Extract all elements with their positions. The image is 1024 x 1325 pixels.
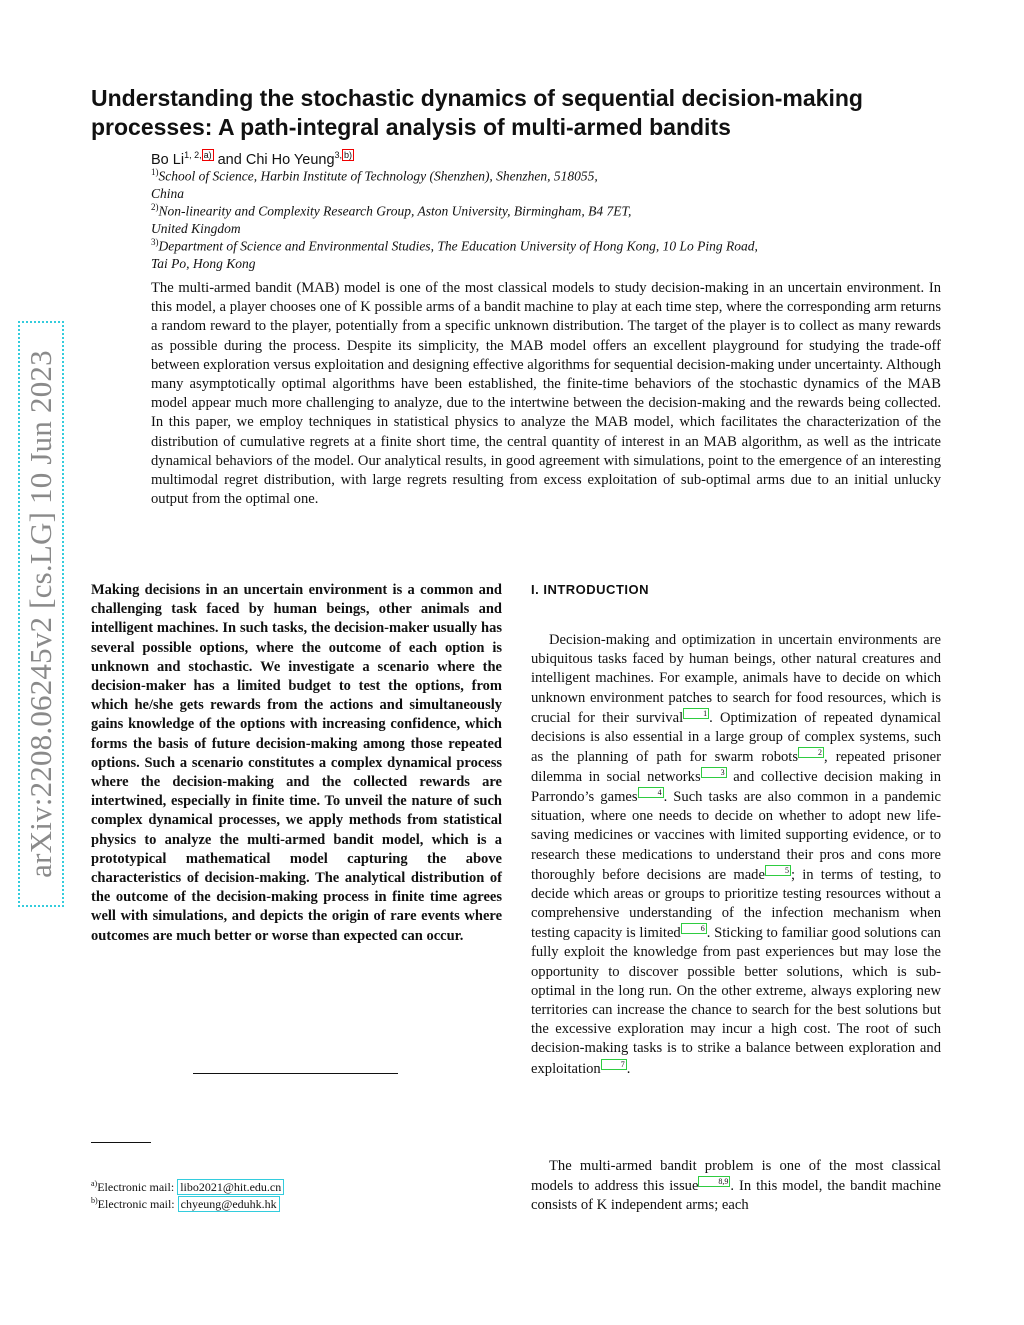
affiliation-1-line-1: School of Science, Harbin Institute of Technology (Shenzhen), Shenzhen, 518055, [158, 168, 598, 184]
paper-title [91, 84, 951, 142]
intro-p1-text-2: . Optimization of repeated dynamical decisions is also essential in a large group of complex systems, such as the planning of path for swarm robots [531, 709, 942, 765]
title-line-2: processes: A path-integral analysis of multi-armed bandits [91, 114, 731, 140]
title-line-1: Understanding the stochastic dynamics of sequential decision-making [91, 85, 863, 111]
intro-p1-text-5: . Such tasks are also common in a pandemic situation, where one needs to decide on whether to adopt new life-saving medicines or vaccines with limited supporting evidence, or to research these medications to understand their pros and cons more thoroughly before decisions are made [531, 789, 941, 883]
citation-7[interactable]: 7 [601, 1059, 627, 1070]
author-1-email-note[interactable]: a) [203, 150, 212, 160]
intro-p1-text-8: . [626, 1060, 631, 1077]
email-link-b[interactable]: chyeung@eduhk.hk [178, 1196, 280, 1212]
citation-1[interactable]: 1 [683, 708, 709, 719]
footnote-separator [91, 1142, 151, 1143]
affiliation-1 [151, 164, 941, 203]
author-1: Bo Li [151, 151, 185, 168]
affiliation-3 [151, 234, 941, 273]
footnote-a-label: Electronic mail: [97, 1180, 178, 1194]
author-2: and Chi Ho Yeung [213, 151, 335, 168]
intro-p1-text-6: ; in terms of testing, to decide which areas or groups to prioritize testing resources without a comprehensive understanding of the infection mechanism when testing capacity is limited [531, 866, 941, 942]
affiliation-1-num: 1) [151, 167, 159, 177]
author-2-email-note[interactable]: b) [344, 150, 353, 160]
intro-paragraph-2 [531, 1157, 941, 1215]
arxiv-id: arXiv:2208.06245v2 [cs.LG] 10 Jun 2023 [23, 350, 58, 878]
affiliation-2 [151, 199, 941, 238]
lead-paragraph: Making decisions in an uncertain environment is a common and challenging task faced by human beings, other animals and intelligent machines. In such tasks, the decision-maker usually has several possible options, where the outcome of each option is unknown and stochastic. We investigate a scenario where the decision-maker has a limited budget to test the options, from which he/she gets rewards from the actions and simultaneously gains knowledge of the options with increasing confidence, which forms the basis of future decision-making among those repeated options. Such a scenario constitutes a complex dynamical process where the decision-making and the collected rewards are intertwined, especially in finite time. To unveil the nature of such complex dynamical processes, we apply methods from statistical physics to analyze the multi-armed bandit model, which is a prototypical mathematical model capturing the above characteristics of decision-making. The analytical distribution of the outcome of the decision-making process in finite time agrees well with simulations, and depicts the origin of rare events where outcomes are much better or worse than expected can occur. [91, 582, 502, 944]
affiliation-3-line-1: Department of Science and Environmental Studies, The Education University of Hong Kong, 10 Lo Ping Road, [158, 238, 758, 254]
section-heading-introduction: I. INTRODUCTION [531, 582, 649, 597]
author-1-affil: 1, 2, [184, 150, 202, 160]
footnote-a-tag: a) [91, 1179, 98, 1188]
citation-3[interactable]: 3 [701, 767, 727, 778]
author-2-affil: 3, [334, 150, 343, 160]
intro-p1-text-7: . Sticking to familiar good solutions can fully exploit the knowledge from past experiences but may lose the opportunity to discover possible better solutions, which is sub-optimal in the long run. On the other extreme, always exploring new territories can increase the chance to search for the best solutions but the excessive exploration may incur a high cost. The root of such decision-making tasks is to strike a balance between exploration and exploitation [531, 925, 941, 1077]
arxiv-sidebar-stamp [18, 321, 64, 907]
lead-separator [193, 1073, 398, 1074]
citation-2[interactable]: 2 [798, 747, 824, 758]
intro-p1-text-4: and collective decision making in Parrondo’s games [531, 769, 941, 806]
footnote-b-label: Electronic mail: [97, 1197, 178, 1211]
intro-p2-text-1: The multi-armed bandit problem is one of the most classical models to address this issue [531, 1158, 941, 1195]
affiliation-2-line-1: Non-linearity and Complexity Research Group, Aston University, Birmingham, B4 7ET, [158, 203, 632, 219]
intro-p2-text-2: . In this model, the bandit machine consists of K independent arms; each [531, 1178, 941, 1214]
affiliation-1-line-2: China [151, 186, 185, 201]
citation-6[interactable]: 6 [681, 923, 707, 934]
affiliation-2-num: 2) [151, 202, 159, 212]
intro-p1-text-1: Decision-making and optimization in uncertain environments are ubiquitous tasks faced by human beings, other natural creatures and intelligent machines. For example, animals have to decide on which unknown environment patches to search for food resources, which is crucial for their survival [531, 632, 941, 726]
email-link-a[interactable]: libo2021@hit.edu.cn [177, 1179, 284, 1195]
citation-4[interactable]: 4 [638, 787, 664, 798]
abstract: The multi-armed bandit (MAB) model is one of the most classical models to study decision-making in an uncertain environment. In this model, a player chooses one of K possible arms of a bandit machine to play at each time step, where the corresponding arm returns a random reward to the player, potentially from a specific unknown distribution. The target of the player is to collect as many rewards as possible during the process. Despite its simplicity, the MAB model offers an excellent playground for studying the trade-off between exploration versus exploitation and designing effective algorithms for sequential decision-making under uncertainty. Although many asymptotically optimal algorithms have been established, the finite-time behaviors of the stochastic dynamics of the MAB model appear much more challenging to analyze, due to the intertwine between the decision-making and the rewards being collected. In this paper, we employ techniques in statistical physics to analyze the MAB model, which facilitates the characterization of the distribution of cumulative regrets at a finite short time, the central quantity of interest in an MAB algorithm, as well as the intricate dynamical behaviors of the model. Our analytical results, in good agreement with simulations, point to the emergence of an interesting multimodal regret distribution, with large regrets resulting from excess exploitation of sub-optimal arms due to an initial unlucky output from the optimal one. [151, 280, 941, 508]
citation-8-9[interactable]: 8,9 [698, 1176, 730, 1187]
citation-5[interactable]: 5 [765, 865, 791, 876]
affiliation-2-line-2: United Kingdom [151, 221, 241, 236]
footnote-b [91, 1193, 280, 1212]
intro-p1-text-3: , repeated prisoner dilemma in social networks [531, 748, 941, 785]
affiliation-3-line-2: Tai Po, Hong Kong [151, 256, 256, 271]
footnote-b-tag: b) [91, 1196, 98, 1205]
affiliation-3-num: 3) [151, 237, 159, 247]
intro-paragraph-1 [531, 631, 941, 1079]
